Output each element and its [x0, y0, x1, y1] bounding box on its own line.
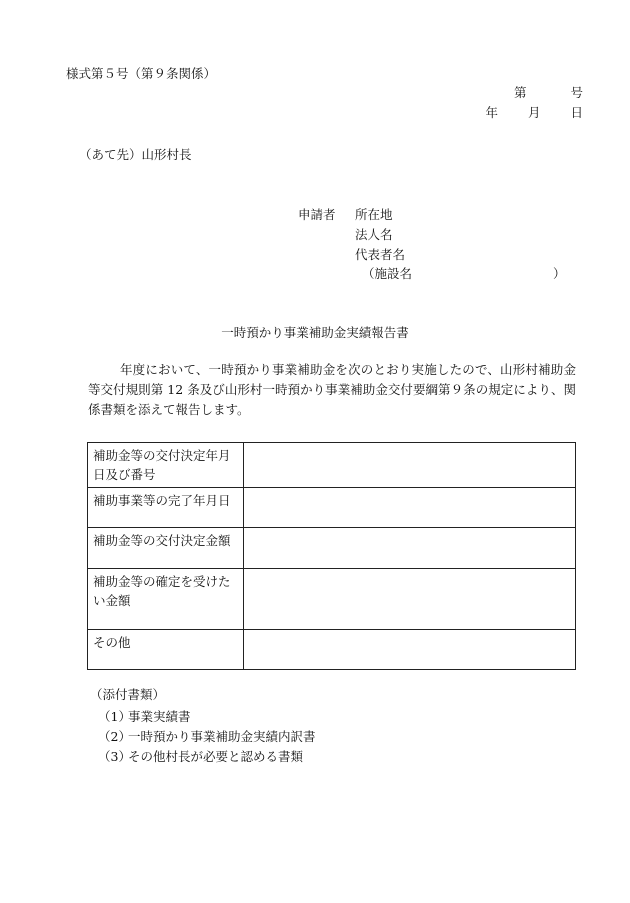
- row-value-field[interactable]: [244, 630, 576, 670]
- doc-number-prefix: 第: [513, 85, 527, 100]
- date-day: 日: [570, 105, 583, 120]
- form-number: 様式第５号（第９条関係）: [66, 66, 217, 81]
- row-label: その他: [88, 630, 244, 670]
- date-row: [485, 105, 583, 121]
- table-row: [88, 569, 576, 630]
- applicant-facility-label: （施設名: [362, 266, 413, 281]
- applicant-facility-close: ）: [553, 266, 566, 281]
- row-label: 補助金等の交付決定年月日及び番号: [88, 443, 244, 488]
- applicant-label: 申請者: [298, 207, 336, 222]
- addressee: （あて先）山形村長: [79, 147, 192, 162]
- attachment-text: その他村長が必要と認める書類: [128, 749, 304, 764]
- attachment-text: 事業実績書: [128, 709, 191, 724]
- table-row: [88, 488, 576, 528]
- row-label: 補助事業等の完了年月日: [88, 488, 244, 528]
- table-row: [88, 630, 576, 670]
- report-table: [87, 442, 576, 670]
- attachment-text: 一時預かり事業補助金実績内訳書: [128, 729, 316, 744]
- table-row: [88, 443, 576, 488]
- row-value-field[interactable]: [244, 528, 576, 569]
- attachment-number: （1）: [98, 709, 131, 724]
- row-label: 補助金等の交付決定金額: [88, 528, 244, 569]
- attachments-heading: （添付書類）: [90, 687, 166, 702]
- attachment-item: [98, 729, 316, 745]
- date-month: 月: [527, 105, 541, 120]
- table-row: [88, 528, 576, 569]
- date-year: 年: [485, 105, 498, 120]
- attachment-number: （3）: [98, 749, 131, 764]
- document-title: 一時預かり事業補助金実績報告書: [221, 325, 409, 340]
- applicant-address-label: 所在地: [355, 207, 393, 222]
- body-paragraph: 年度において、一時預かり事業補助金を次のとおり実施したので、山形村補助金等交付規則第 12 条及び山形村一時預かり事業補助金交付要綱第９条の規定により、関係書類を添えて報告します。: [88, 362, 576, 417]
- doc-number-suffix: 号: [570, 85, 583, 100]
- row-label: 補助金等の確定を受けたい金額: [88, 569, 244, 630]
- row-value-field[interactable]: [244, 569, 576, 630]
- attachment-number: （2）: [98, 729, 131, 744]
- attachment-item: [98, 749, 303, 765]
- document-number-row: [514, 85, 583, 101]
- applicant-representative-label: 代表者名: [355, 247, 406, 262]
- row-value-field[interactable]: [244, 443, 576, 488]
- attachment-item: [98, 709, 191, 725]
- applicant-corporation-label: 法人名: [355, 227, 393, 242]
- row-value-field[interactable]: [244, 488, 576, 528]
